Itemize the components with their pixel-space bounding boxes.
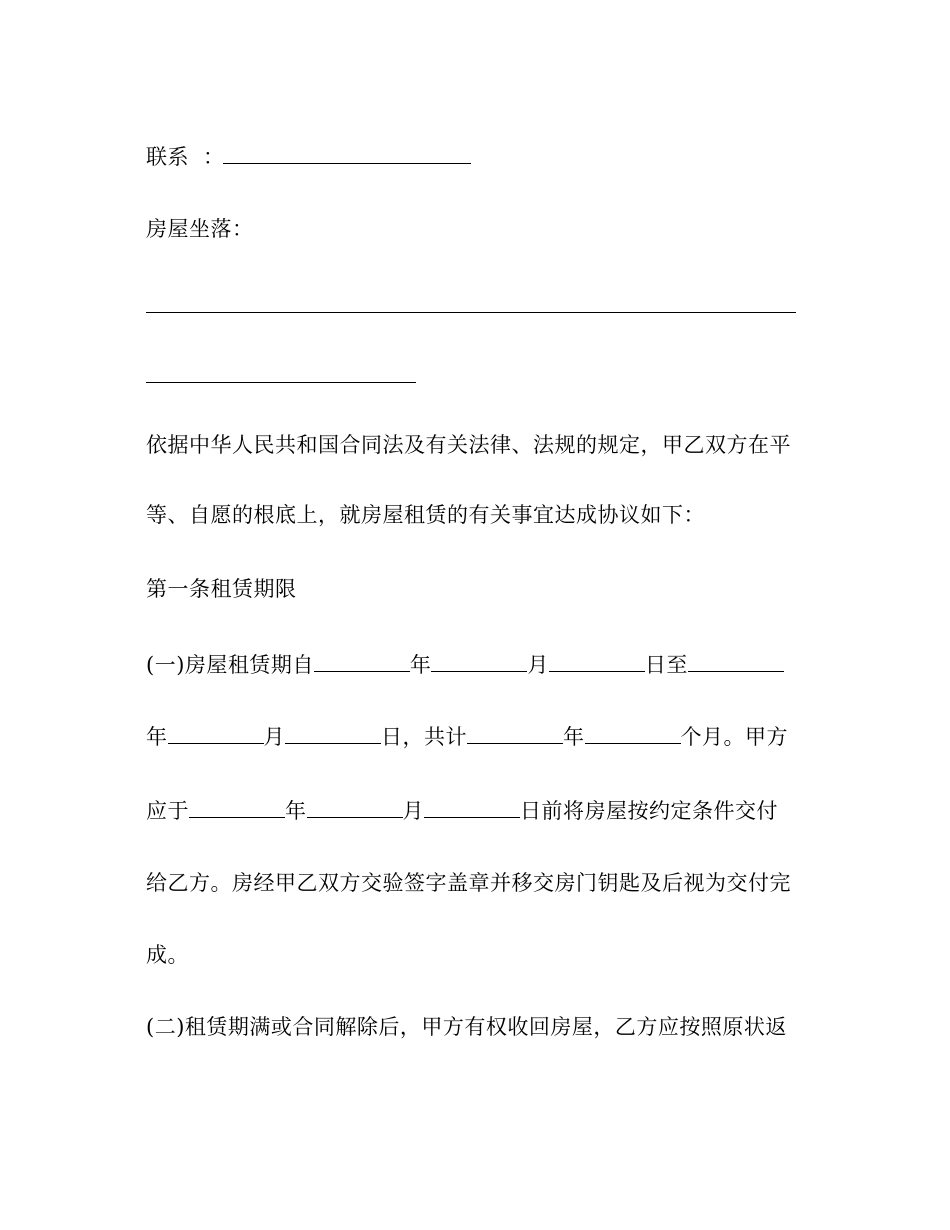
clause-1-text: 年 [563, 725, 585, 749]
clause-1-text: 月 [402, 799, 424, 823]
clause-1-text: 年 [409, 653, 432, 677]
clause-1-text: 日至 [644, 653, 688, 677]
property-location-label: 房屋坐落： [146, 217, 254, 241]
clause-1-text: 给乙方。房经甲乙双方交验签字盖章并移交房门钥匙及后视为交付完 [146, 871, 791, 895]
start-year-blank [314, 651, 410, 672]
clause-1-line-2 [146, 722, 806, 752]
clause-1-text: 月 [263, 725, 285, 749]
start-month-blank [431, 651, 527, 672]
delivery-day-blank [424, 797, 520, 818]
intro-line-2 [146, 500, 806, 530]
clause-1-line-4 [146, 868, 806, 898]
contact-blank [223, 143, 471, 164]
clause-1-line-1 [146, 650, 806, 680]
article-1-title [146, 574, 806, 604]
total-months-blank [585, 723, 681, 744]
clause-2-text: (二)租赁期满或合同解除后，甲方有权收回房屋，乙方应按照原状返 [146, 1015, 787, 1039]
clause-1-text: 成。 [146, 943, 189, 967]
clause-1-text: 月 [527, 653, 549, 677]
delivery-month-blank [307, 797, 403, 818]
article-1-title-text: 第一条租赁期限 [146, 577, 297, 601]
total-years-blank [467, 723, 563, 744]
property-location-label-line [146, 214, 806, 244]
end-day-blank [285, 723, 381, 744]
contact-line [146, 142, 806, 172]
clause-1-text: 日，共计 [381, 725, 467, 749]
clause-1-line-5 [146, 940, 806, 970]
clause-1-text: 年 [285, 799, 307, 823]
clause-1-text: 日前将房屋按约定条件交付 [520, 799, 778, 823]
clause-1-text: 年 [146, 725, 168, 749]
property-address-blank-2 [146, 382, 416, 383]
contact-colon: ： [203, 145, 225, 169]
intro-text-1: 依据中华人民共和国合同法及有关法律、法规的规定，甲乙双方在平 [146, 433, 791, 457]
start-day-blank [549, 651, 645, 672]
contact-label: 联系 [146, 145, 189, 169]
clause-1-text: (一)房屋租赁期自 [146, 653, 314, 677]
clause-1-text: 应于 [146, 799, 189, 823]
end-year-blank [688, 651, 784, 672]
clause-1-text: 个月。甲方 [680, 725, 788, 749]
clause-1-line-3 [146, 796, 806, 826]
intro-text-2: 等、自愿的根底上，就房屋租赁的有关事宜达成协议如下： [146, 503, 705, 527]
delivery-year-blank [189, 797, 285, 818]
clause-2-line-1 [146, 1012, 806, 1042]
property-address-blank-1 [146, 312, 796, 313]
intro-line-1 [146, 430, 806, 460]
end-month-blank [168, 723, 264, 744]
